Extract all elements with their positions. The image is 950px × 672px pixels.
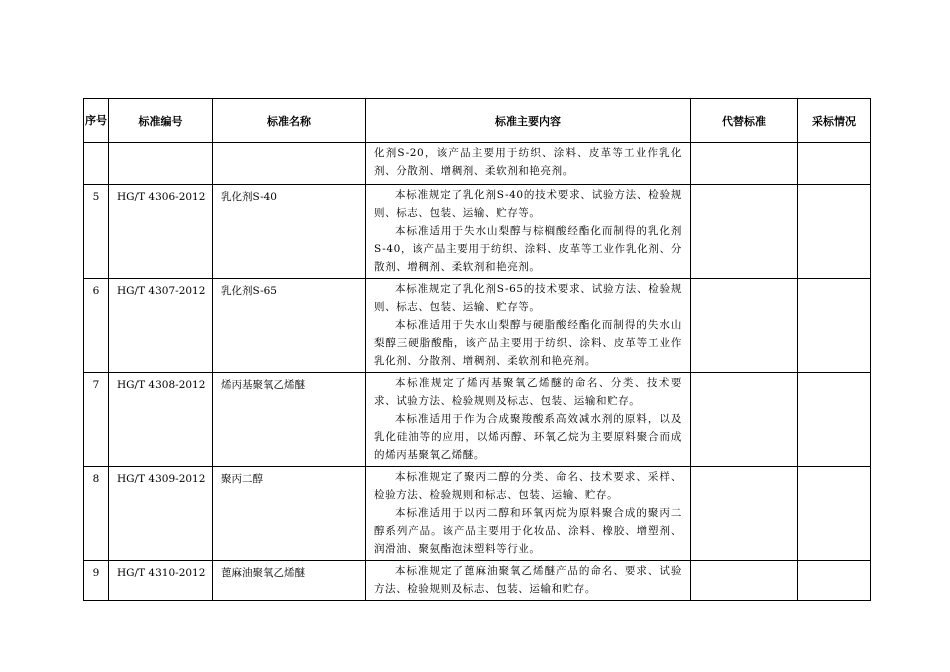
standard-code: HG/T 4310-2012 — [109, 561, 213, 601]
row-number: 5 — [84, 185, 109, 279]
content-paragraph: 本标准规定了乳化剂S-40的技术要求、试验方法、检验规则、标志、包装、运输、贮存等。 — [374, 189, 682, 219]
row-number: 7 — [84, 373, 109, 467]
standard-name — [213, 143, 366, 185]
replaced-standard — [691, 373, 798, 467]
standard-content — [366, 185, 691, 279]
content-paragraph: 本标准规定了聚丙二醇的分类、命名、技术要求、采样、检验方法、检验规则和标志、包装、运输、贮存。 — [374, 471, 682, 501]
content-paragraph: 本标准规定了乳化剂S-65的技术要求、试验方法、检验规则、标志、包装、运输、贮存等。 — [374, 283, 682, 313]
standard-name: 乳化剂S-40 — [213, 185, 366, 279]
header-replaced: 代替标准 — [691, 99, 798, 143]
content-paragraph: 本标准规定了蓖麻油聚氧乙烯醚产品的命名、要求、试验方法、检验规则及标志、包装、运输和贮存。 — [374, 565, 682, 595]
header-code: 标准编号 — [109, 99, 213, 143]
standard-content — [366, 561, 691, 601]
standard-name: 蓖麻油聚氧乙烯醚 — [213, 561, 366, 601]
content-paragraph: 本标准适用于作为合成聚羧酸系高效减水剂的原料，以及乳化硅油等的应用，以烯丙醇、环氧乙烷为主要原料聚合而成的烯丙基聚氧乙烯醚。 — [374, 413, 682, 461]
table-row — [84, 561, 871, 601]
content-continuation: 化剂S-20，该产品主要用于纺织、涂料、皮革等工业作乳化剂、分散剂、增稠剂、柔软剂和艳亮剂。 — [374, 147, 682, 177]
table-row — [84, 143, 871, 185]
standard-code: HG/T 4307-2012 — [109, 279, 213, 373]
standard-name: 聚丙二醇 — [213, 467, 366, 561]
row-number: 6 — [84, 279, 109, 373]
standard-code: HG/T 4306-2012 — [109, 185, 213, 279]
standard-content — [366, 373, 691, 467]
table-row — [84, 373, 871, 467]
content-paragraph: 本标准适用于失水山梨醇与棕榈酸经酯化而制得的乳化剂S-40，该产品主要用于纺织、涂料、皮革等工业作乳化剂、分散剂、增稠剂、柔软剂和艳亮剂。 — [374, 225, 682, 273]
row-number: 9 — [84, 561, 109, 601]
content-paragraph: 本标准规定了烯丙基聚氧乙烯醚的命名、分类、技术要求、试验方法、检验规则及标志、包装、运输和贮存。 — [374, 377, 682, 407]
header-adoption: 采标情况 — [798, 99, 871, 143]
table-header-row — [84, 99, 871, 143]
table-row — [84, 185, 871, 279]
standard-content — [366, 467, 691, 561]
content-paragraph: 本标准适用于失水山梨醇与硬脂酸经酯化而制得的失水山梨醇三硬脂酸酯，该产品主要用于纺织、涂料、皮革等工业作乳化剂、分散剂、增稠剂、柔软剂和艳亮剂。 — [374, 319, 682, 367]
adoption-status — [798, 561, 871, 601]
adoption-status — [798, 143, 871, 185]
standard-name: 乳化剂S-65 — [213, 279, 366, 373]
row-number: 8 — [84, 467, 109, 561]
replaced-standard — [691, 467, 798, 561]
content-paragraph: 本标准适用于以丙二醇和环氧丙烷为原料聚合成的聚丙二醇系列产品。该产品主要用于化妆品、涂料、橡胶、增塑剂、润滑油、聚氨酯泡沫塑料等行业。 — [374, 507, 682, 555]
replaced-standard — [691, 279, 798, 373]
header-seq: 序号 — [84, 99, 109, 143]
replaced-standard — [691, 561, 798, 601]
standards-table — [83, 98, 871, 601]
header-content: 标准主要内容 — [366, 99, 691, 143]
standard-name: 烯丙基聚氧乙烯醚 — [213, 373, 366, 467]
standard-code: HG/T 4309-2012 — [109, 467, 213, 561]
replaced-standard — [691, 185, 798, 279]
standard-code: HG/T 4308-2012 — [109, 373, 213, 467]
standard-code — [109, 143, 213, 185]
replaced-standard — [691, 143, 798, 185]
header-name: 标准名称 — [213, 99, 366, 143]
adoption-status — [798, 185, 871, 279]
table-row — [84, 467, 871, 561]
adoption-status — [798, 279, 871, 373]
table-row — [84, 279, 871, 373]
adoption-status — [798, 467, 871, 561]
standard-content — [366, 279, 691, 373]
adoption-status — [798, 373, 871, 467]
row-number — [84, 143, 109, 185]
standard-content — [366, 143, 691, 185]
